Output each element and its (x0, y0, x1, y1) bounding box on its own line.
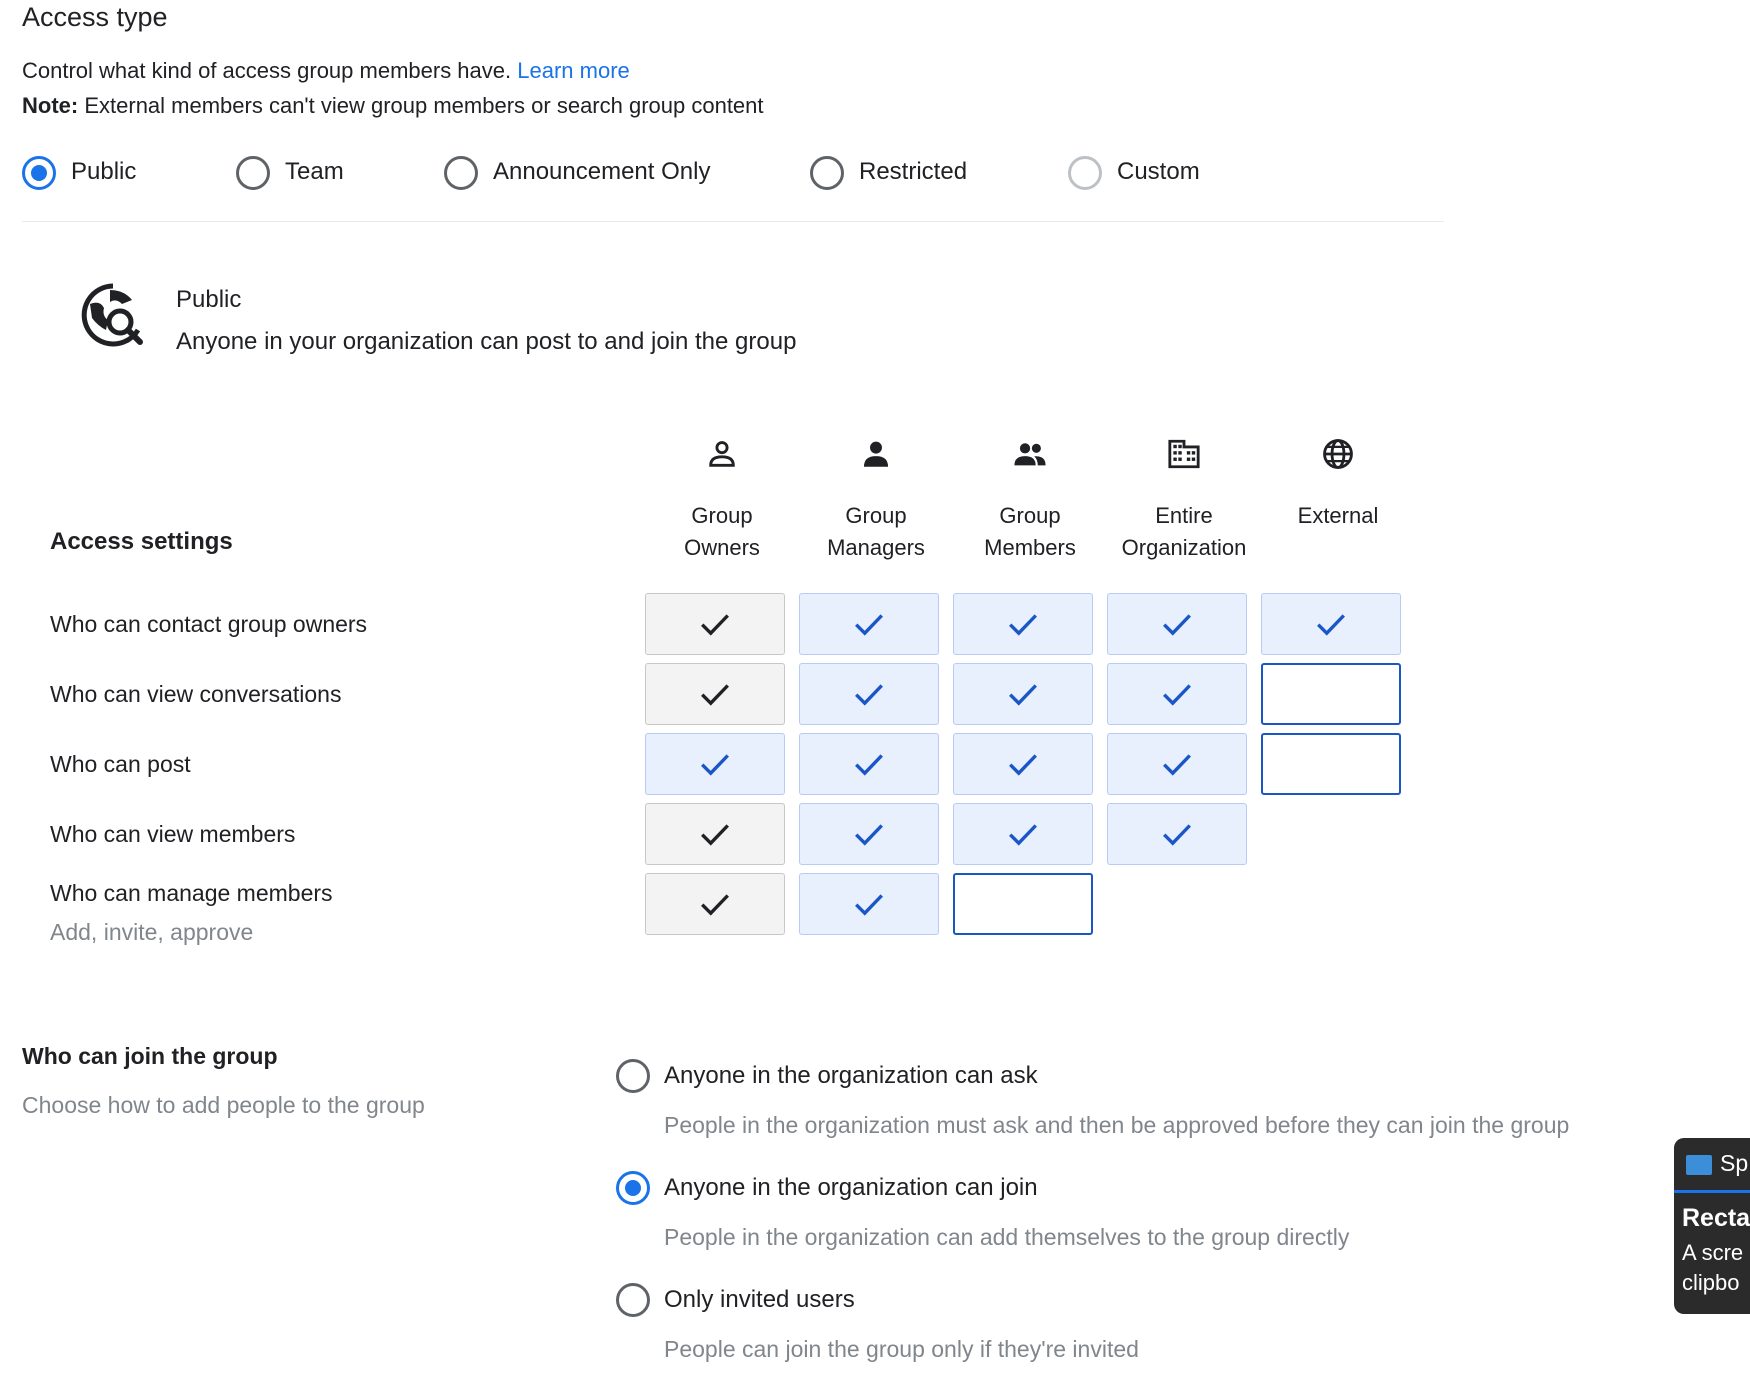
notification-accent-bar (1674, 1190, 1750, 1193)
check-icon (1160, 747, 1194, 781)
check-icon (852, 677, 886, 711)
globe-icon (1321, 437, 1355, 471)
building-icon (1167, 437, 1201, 471)
column-header-external (1263, 500, 1413, 532)
permission-cell[interactable] (799, 593, 939, 655)
check-icon (698, 887, 732, 921)
column-header-line: Group (845, 503, 907, 528)
column-header-entire-organization (1109, 500, 1259, 564)
check-icon (698, 747, 732, 781)
check-icon (1006, 677, 1040, 711)
radio-join-invited[interactable] (616, 1283, 650, 1317)
check-icon (698, 677, 732, 711)
summary-description: Anyone in your organization can post to and join the group (176, 328, 797, 355)
radio-custom-label[interactable]: Custom (1117, 158, 1200, 185)
permission-cell[interactable] (799, 803, 939, 865)
radio-public-label[interactable]: Public (71, 158, 137, 185)
join-option-anyone-description: People in the organization can add themselves to the group directly (664, 1224, 1350, 1250)
permission-cell[interactable] (1261, 733, 1401, 795)
permission-cell[interactable] (1107, 663, 1247, 725)
permission-cell[interactable] (1107, 803, 1247, 865)
permission-cell[interactable] (645, 733, 785, 795)
column-header-line: Group (691, 503, 753, 528)
note-label: Note: (22, 93, 79, 118)
permission-cell (645, 663, 785, 725)
join-option-anyone-label[interactable]: Anyone in the organization can join (664, 1174, 1038, 1201)
public-globe-search-icon (80, 282, 146, 348)
column-header-line: Organization (1121, 535, 1247, 560)
screenshot-notification[interactable] (1674, 1138, 1750, 1314)
join-option-ask-description: People in the organization must ask and then be approved before they can join the group (664, 1112, 1570, 1138)
join-subheading: Choose how to add people to the group (22, 1092, 425, 1118)
join-option-ask-label[interactable]: Anyone in the organization can ask (664, 1062, 1038, 1089)
permission-cell (645, 593, 785, 655)
permission-cell[interactable] (953, 733, 1093, 795)
check-icon (1314, 607, 1348, 641)
access-settings-heading: Access settings (50, 528, 233, 555)
join-option-invited-label[interactable]: Only invited users (664, 1286, 855, 1313)
person-outline-icon (705, 437, 739, 471)
check-icon (852, 817, 886, 851)
notification-title: Recta (1682, 1204, 1750, 1232)
notification-line: A scre (1682, 1240, 1744, 1265)
permission-cell (645, 873, 785, 935)
notification-line: clipbo (1682, 1270, 1740, 1295)
column-header-line: Managers (827, 535, 925, 560)
check-icon (852, 747, 886, 781)
row-label-view-conversations: Who can view conversations (50, 681, 342, 707)
check-icon (852, 887, 886, 921)
radio-restricted-label[interactable]: Restricted (859, 158, 968, 185)
permission-cell[interactable] (799, 733, 939, 795)
radio-announcement-only-label[interactable]: Announcement Only (493, 158, 711, 185)
permission-cell[interactable] (953, 663, 1093, 725)
join-option-invited-description: People can join the group only if they're invited (664, 1336, 1139, 1362)
column-header-line: Group (999, 503, 1061, 528)
row-label-contact-owners: Who can contact group owners (50, 611, 368, 637)
column-header-group-members (955, 500, 1105, 564)
divider (22, 221, 1444, 222)
permission-cell[interactable] (799, 873, 939, 935)
screenshot-app-icon (1686, 1155, 1712, 1175)
check-icon (698, 607, 732, 641)
row-label-post: Who can post (50, 751, 191, 777)
access-type-title: Access type (22, 2, 168, 32)
note-text: External members can't view group members or search group content (84, 93, 764, 118)
check-icon (698, 817, 732, 851)
access-type-note (22, 93, 764, 119)
check-icon (1006, 747, 1040, 781)
check-icon (1160, 677, 1194, 711)
column-header-line: Entire (1155, 503, 1213, 528)
permission-cell[interactable] (953, 803, 1093, 865)
column-header-line: Owners (684, 535, 760, 560)
permission-cell[interactable] (1261, 593, 1401, 655)
permission-cell[interactable] (1261, 663, 1401, 725)
row-label-manage-members: Who can manage members (50, 880, 333, 906)
check-icon (1160, 817, 1194, 851)
column-header-group-managers (801, 500, 951, 564)
check-icon (1006, 817, 1040, 851)
column-header-group-owners (647, 500, 797, 564)
access-type-description-text: Control what kind of access group members have. (22, 58, 512, 83)
radio-restricted[interactable] (810, 156, 844, 190)
radio-join-anyone[interactable] (616, 1171, 650, 1205)
check-icon (1006, 607, 1040, 641)
permission-cell[interactable] (953, 873, 1093, 935)
radio-team[interactable] (236, 156, 270, 190)
radio-team-label[interactable]: Team (285, 158, 344, 185)
radio-public[interactable] (22, 156, 56, 190)
summary-title: Public (176, 286, 242, 313)
notification-app-name: Sp (1720, 1150, 1749, 1176)
people-icon (1013, 437, 1047, 471)
join-heading: Who can join the group (22, 1043, 278, 1069)
row-label-view-members: Who can view members (50, 821, 296, 847)
access-type-description (22, 58, 630, 84)
row-sublabel-manage-members: Add, invite, approve (50, 919, 254, 945)
permission-cell (645, 803, 785, 865)
radio-custom[interactable] (1068, 156, 1102, 190)
person-icon (859, 437, 893, 471)
column-header-line: Members (984, 535, 1076, 560)
radio-announcement-only[interactable] (444, 156, 478, 190)
learn-more-link[interactable]: Learn more (517, 58, 630, 83)
permission-cell[interactable] (1107, 593, 1247, 655)
permission-cell[interactable] (953, 593, 1093, 655)
permission-cell[interactable] (1107, 733, 1247, 795)
check-icon (852, 607, 886, 641)
check-icon (1160, 607, 1194, 641)
column-header-line: External (1297, 503, 1379, 528)
radio-join-ask[interactable] (616, 1059, 650, 1093)
permission-cell[interactable] (799, 663, 939, 725)
